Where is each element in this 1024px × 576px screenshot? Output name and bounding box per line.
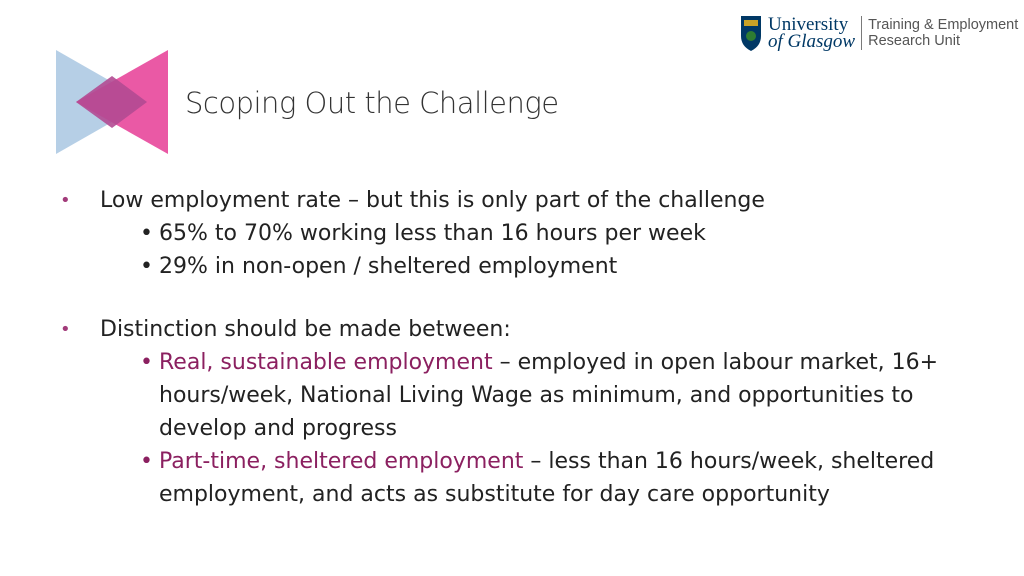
- bullet-item: [60, 313, 990, 346]
- unit-name-line2: Research Unit: [868, 33, 960, 49]
- university-name-line1: University: [768, 14, 849, 35]
- bullet-marker-icon: •: [60, 190, 71, 211]
- bullet-list: [60, 184, 990, 511]
- sub-bullet-item: [140, 250, 990, 283]
- sub-bullet-marker-icon: •: [140, 254, 153, 279]
- university-logo: [740, 14, 1018, 52]
- unit-name: [868, 17, 1018, 49]
- unit-name-line1: Training & Employment: [868, 17, 1019, 33]
- bullet-item: [60, 184, 990, 217]
- sub-bullet-marker-icon: •: [140, 449, 153, 474]
- logo-divider: [861, 16, 862, 50]
- sub-bullet-rest: – employed in open labour market, 16+ hours/week, National Living Wage as minimum, and opportunities to develop and progress: [159, 350, 939, 441]
- sub-bullet-text: 65% to 70% working less than 16 hours per week: [159, 221, 706, 246]
- bullet-marker-icon: •: [60, 319, 71, 340]
- sub-bullet-text: [159, 445, 990, 511]
- bullet-text: Distinction should be made between:: [100, 317, 511, 342]
- slide-title: Scoping Out the Challenge: [185, 86, 559, 120]
- highlight-term: Part-time, sheltered employment: [159, 449, 524, 474]
- sub-bullet-item: [140, 445, 990, 511]
- university-name-line2: of Glasgow: [768, 31, 856, 52]
- sub-bullet-text: 29% in non-open / sheltered employment: [159, 254, 618, 279]
- sub-bullet-item: [140, 346, 990, 445]
- crest-icon: [740, 14, 762, 52]
- slide-logo-icon: [52, 46, 172, 158]
- sub-bullet-item: [140, 217, 990, 250]
- university-name: [768, 16, 855, 50]
- sub-bullet-text: [159, 346, 990, 445]
- highlight-term: Real, sustainable employment: [159, 350, 493, 375]
- sub-bullet-rest: – less than 16 hours/week, sheltered employment, and acts as substitute for day care opportunity: [159, 449, 935, 507]
- sub-bullet-marker-icon: •: [140, 221, 153, 246]
- bullet-text: Low employment rate – but this is only part of the challenge: [100, 188, 765, 213]
- sub-bullet-marker-icon: •: [140, 350, 153, 375]
